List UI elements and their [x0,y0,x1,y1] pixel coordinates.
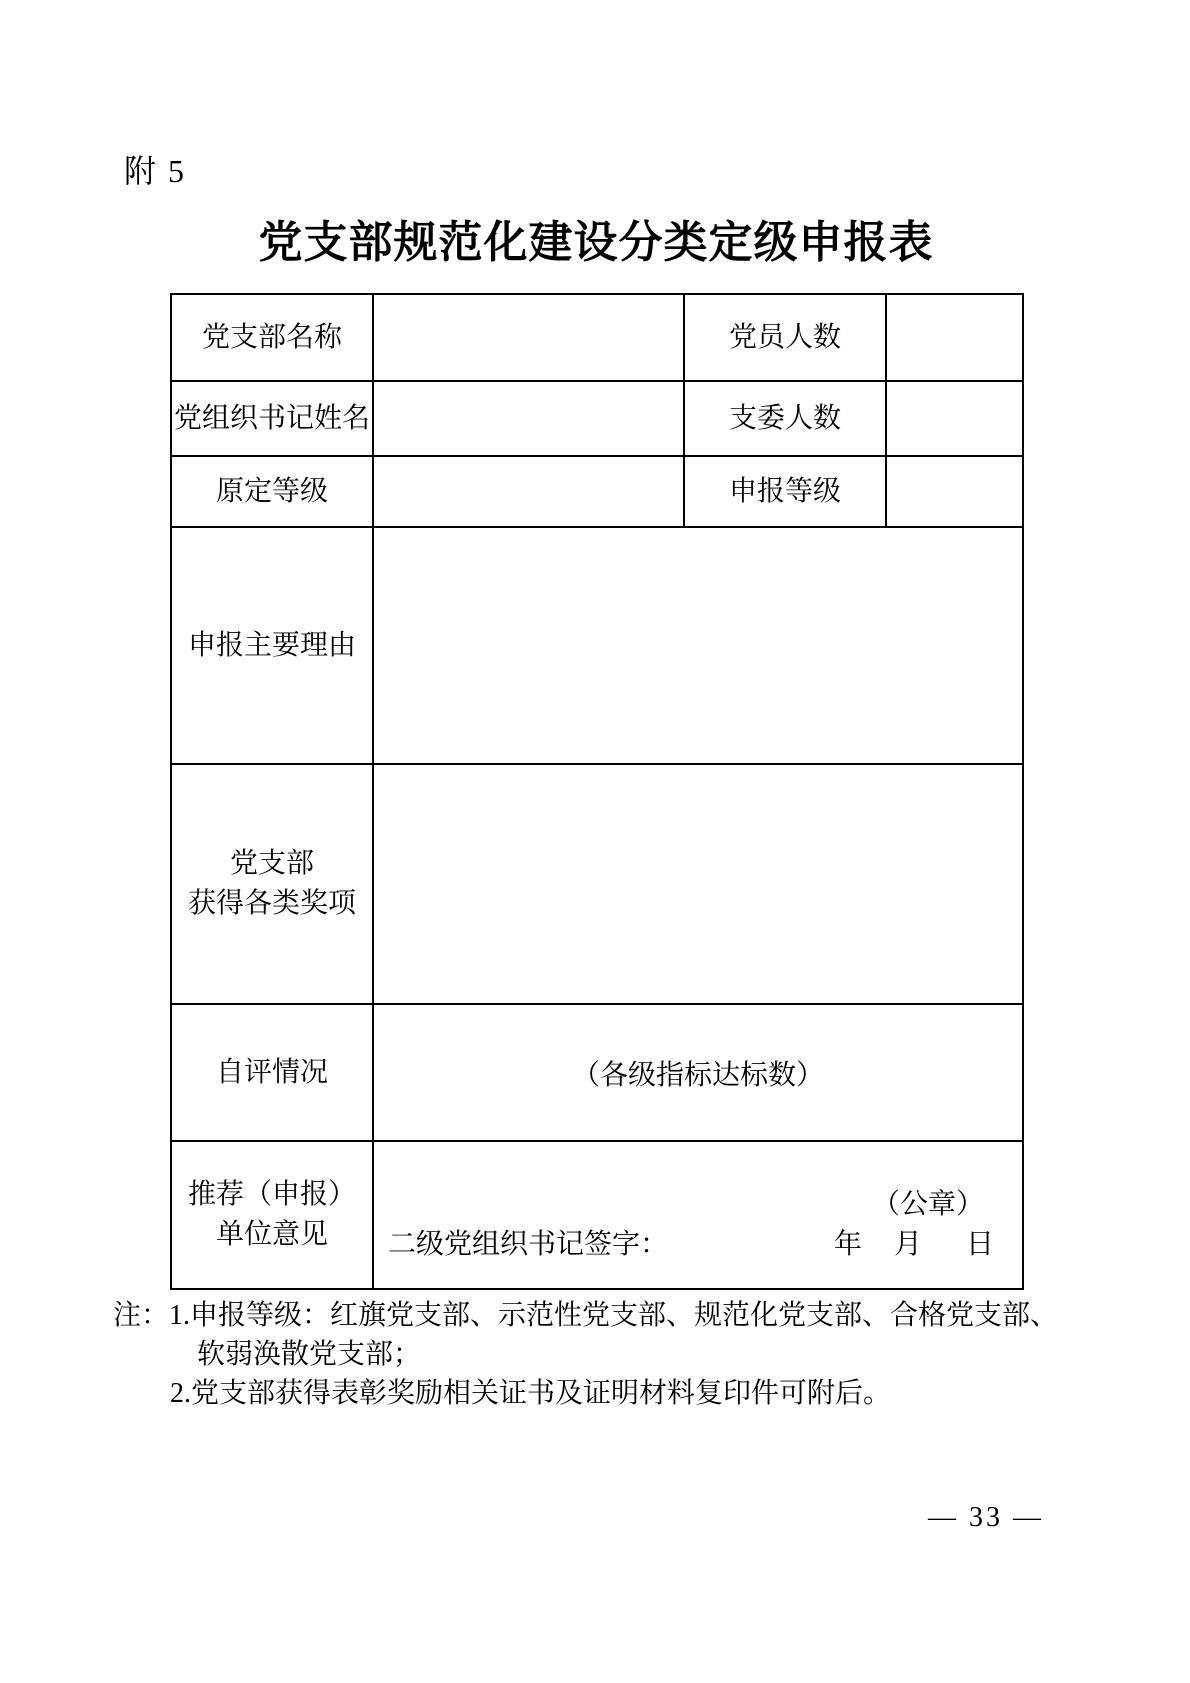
table-row [171,527,1023,764]
date-day-label: 日 [965,1229,994,1260]
application-form-table [170,293,1024,1290]
branch-name-label: 党支部名称 [171,294,373,381]
secretary-name-field [373,381,684,456]
recommend-label-line1: 推荐（申报） [187,1179,356,1210]
secretary-name-label: 党组织书记姓名 [171,381,373,456]
signature-line [374,1222,1022,1288]
date-fields [834,1222,994,1262]
recommend-label-line2: 单位意见 [215,1219,328,1250]
page-number: — 33 — [928,1502,1044,1533]
awards-field [373,764,1023,1004]
table-row [171,381,1023,456]
table-row [171,1004,1023,1141]
notes-section [113,1296,1058,1413]
main-reason-label: 申报主要理由 [171,527,373,764]
awards-label-line1: 党支部 [229,848,314,879]
table-row [171,1141,1023,1289]
original-grade-field [373,456,684,527]
awards-label-line2: 获得各类奖项 [187,888,356,919]
note-item2: 2.党支部获得表彰奖励相关证书及证明材料复印件可附后。 [170,1378,892,1409]
member-count-label: 党员人数 [684,294,886,381]
table-row [171,456,1023,527]
signature-label: 二级党组织书记签字： [388,1229,669,1260]
applied-grade-label: 申报等级 [684,456,886,527]
committee-count-label: 支委人数 [684,381,886,456]
attachment-label: 附 5 [124,153,187,189]
original-grade-label: 原定等级 [171,456,373,527]
recommend-opinion-cell [373,1141,1023,1289]
notes-prefix: 注： [113,1300,170,1331]
committee-count-field [886,381,1023,456]
applied-grade-field [886,456,1023,527]
branch-name-field [373,294,684,381]
page-title: 党支部规范化建设分类定级申报表 [258,218,934,267]
main-reason-field [373,527,1023,764]
recommend-unit-label [171,1141,373,1289]
note-item1-line1-row [113,1296,1058,1335]
table-row [171,764,1023,1004]
table-row [171,294,1023,381]
date-month-label: 月 [893,1229,922,1260]
member-count-field [886,294,1023,381]
self-evaluation-label: 自评情况 [171,1004,373,1141]
note-item1-line2: 软弱涣散党支部； [197,1339,422,1370]
note-item1-line1: 1.申报等级：红旗党支部、示范性党支部、规范化党支部、合格党支部、 [169,1300,1059,1331]
self-evaluation-hint: （各级指标达标数） [373,1004,1023,1141]
seal-hint: （公章） [871,1189,984,1220]
date-year-label: 年 [833,1229,862,1260]
awards-label [171,764,373,1004]
